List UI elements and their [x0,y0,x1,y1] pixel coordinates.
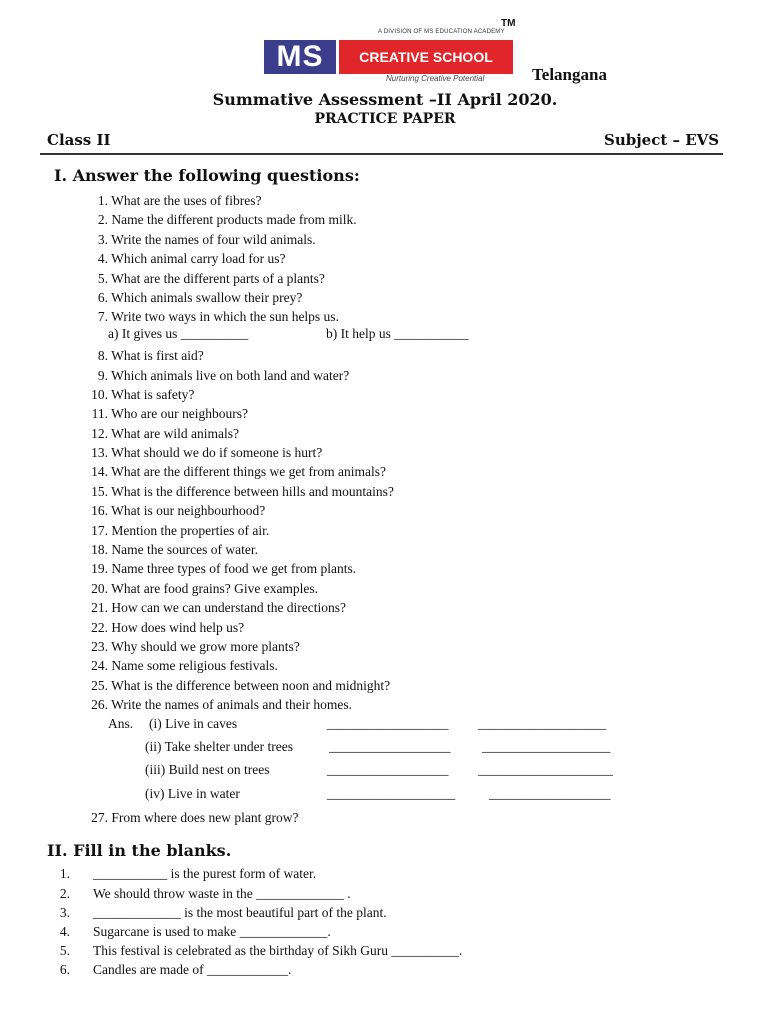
question-number: 23. [91,638,108,654]
logo-tagline: Nurturing Creative Potential [386,74,485,83]
question-item [84,598,394,617]
question-item [84,424,394,443]
question-number: 24. [91,658,108,674]
question-text: What is our neighbourhood? [111,503,266,519]
trademark-symbol: TM [501,18,516,29]
home-row-blank-1: __________________ [329,739,451,754]
home-row-blank-1: __________________ [327,716,449,731]
question-text: What is safety? [111,386,195,402]
question-text: What are the uses of fibres? [111,193,262,208]
section-2-heading: II. Fill in the blanks. [47,841,232,860]
question-text: What are the different things we get from animals? [111,464,387,480]
question-number: 5. [97,270,108,286]
question-number: 21. [91,600,108,616]
region-label: Telangana [532,65,607,84]
question-item [84,404,394,423]
fill-text: Candles are made of ____________. [93,962,292,977]
answer-label: Ans. [108,716,134,731]
question-number: 13. [91,445,108,461]
fill-text: This festival is celebrated as the birthday of Sikh Guru __________. [93,943,463,958]
question-text: Why should we grow more plants? [111,638,300,654]
question-number: 18. [91,542,108,558]
question-number: 25. [91,677,108,693]
question-text: Name the different products made from milk. [111,212,357,228]
question-number: 3. [97,231,108,247]
page-title: Summative Assessment –II April 2020. [212,90,558,109]
question-item [84,501,394,520]
fill-text: We should throw waste in the _____________ . [93,886,351,901]
question-item [84,540,394,559]
question-text: What are the different parts of a plants? [111,270,325,286]
question-item [84,618,394,637]
question-text: Name three types of food we get from plants. [111,561,357,577]
question-number: 10. [91,386,108,402]
question-item [84,808,298,827]
question-number: 8. [97,348,108,364]
question-number: 14. [91,464,108,480]
home-row-blank-2: ____________________ [478,762,613,777]
fill-number: 4. [59,924,70,939]
question-text: Name some religious festivals. [111,658,278,674]
question-7-part-b: b) It help us ___________ [326,326,469,341]
question-text: Name the sources of water. [111,542,258,558]
question-text: Which animal carry load for us? [111,251,286,267]
fill-number: 6. [59,962,70,977]
question-text: Write the names of four wild animals. [111,231,316,247]
question-item [84,656,394,675]
question-text: Mention the properties of air. [111,522,270,538]
question-number: 11. [91,406,108,422]
question-text: How can we can understand the directions? [111,600,347,616]
subject-label: Subject – EVS [604,131,720,149]
home-row-label: (i) Live in caves [149,716,238,731]
logo-ms-mark: MS [264,40,336,74]
question-text: What is the difference between hills and mountains? [111,483,394,499]
home-row-blank-1: ___________________ [327,786,456,801]
page-subtitle: PRACTICE PAPER [314,111,456,127]
question-text: Write the names of animals and their homes. [111,697,353,713]
question-number: 9. [97,367,108,383]
question-number: 6. [97,289,108,305]
home-row-label: (iii) Build nest on trees [145,762,270,777]
question-item [84,559,394,578]
question-number: 7. [97,309,108,325]
class-label: Class II [47,131,111,149]
question-text: From where does new plant grow? [111,810,299,825]
home-row-blank-2: ___________________ [482,739,611,754]
question-item [84,249,394,268]
home-row-blank-1: __________________ [327,762,449,777]
fill-text: Sugarcane is used to make _____________. [93,924,331,939]
question-item [84,346,394,365]
fill-number: 1. [59,866,70,881]
fill-text: _____________ is the most beautiful part of the plant. [93,905,387,920]
question-item [84,288,394,307]
question-number: 12. [91,425,108,441]
logo-division-text: A DIVISION OF MS EDUCATION ACADEMY [378,29,505,35]
question-text: Who are our neighbours? [111,406,248,422]
question-number: 17. [91,522,108,538]
fill-number: 5. [59,943,70,958]
question-item [84,443,394,462]
question-text: How does wind help us? [111,619,245,635]
question-item [84,230,394,249]
question-number: 26. [91,697,108,713]
question-item [84,579,394,598]
question-7-part-a: a) It gives us __________ [108,326,249,341]
home-row-blank-2: ___________________ [478,716,607,731]
question-text: What is the difference between noon and midnight? [111,677,391,693]
question-list [84,191,394,715]
question-text: Write two ways in which the sun helps us. [111,309,339,325]
home-row-label: (iv) Live in water [145,786,240,801]
section-1-heading: I. Answer the following questions: [54,166,360,185]
question-item [84,385,394,404]
home-row-blank-2: __________________ [489,786,611,801]
question-item [84,482,394,501]
question-text: Which animals swallow their prey? [111,289,303,305]
header-divider [40,153,723,155]
question-item [84,695,394,714]
question-number: 16. [91,503,108,519]
question-item [84,521,394,540]
question-number: 19. [91,561,108,577]
question-item [84,210,394,229]
question-number: 22. [91,619,108,635]
question-number: 15. [91,483,108,499]
question-text: Which animals live on both land and water? [111,367,350,383]
logo-school-name: CREATIVE SCHOOL [339,40,513,74]
question-item [84,307,394,326]
question-text: What are wild animals? [111,425,239,441]
question-text: What is first aid? [111,348,204,364]
question-item [84,637,394,656]
question-number: 1. [97,193,108,208]
home-row-label: (ii) Take shelter under trees [145,739,293,754]
question-text: What should we do if someone is hurt? [111,445,323,461]
question-item [84,462,394,481]
question-item [84,191,394,210]
fill-number: 2. [59,886,70,901]
question-number: 20. [91,580,108,596]
question-item [84,269,394,288]
question-item [84,366,394,385]
question-text: What are food grains? Give examples. [111,580,319,596]
fill-number: 3. [59,905,70,920]
question-number: 4. [97,251,108,267]
question-item [84,676,394,695]
fill-text: ___________ is the purest form of water. [93,866,317,881]
question-number: 2. [97,212,108,228]
question-number: 27. [91,810,108,825]
